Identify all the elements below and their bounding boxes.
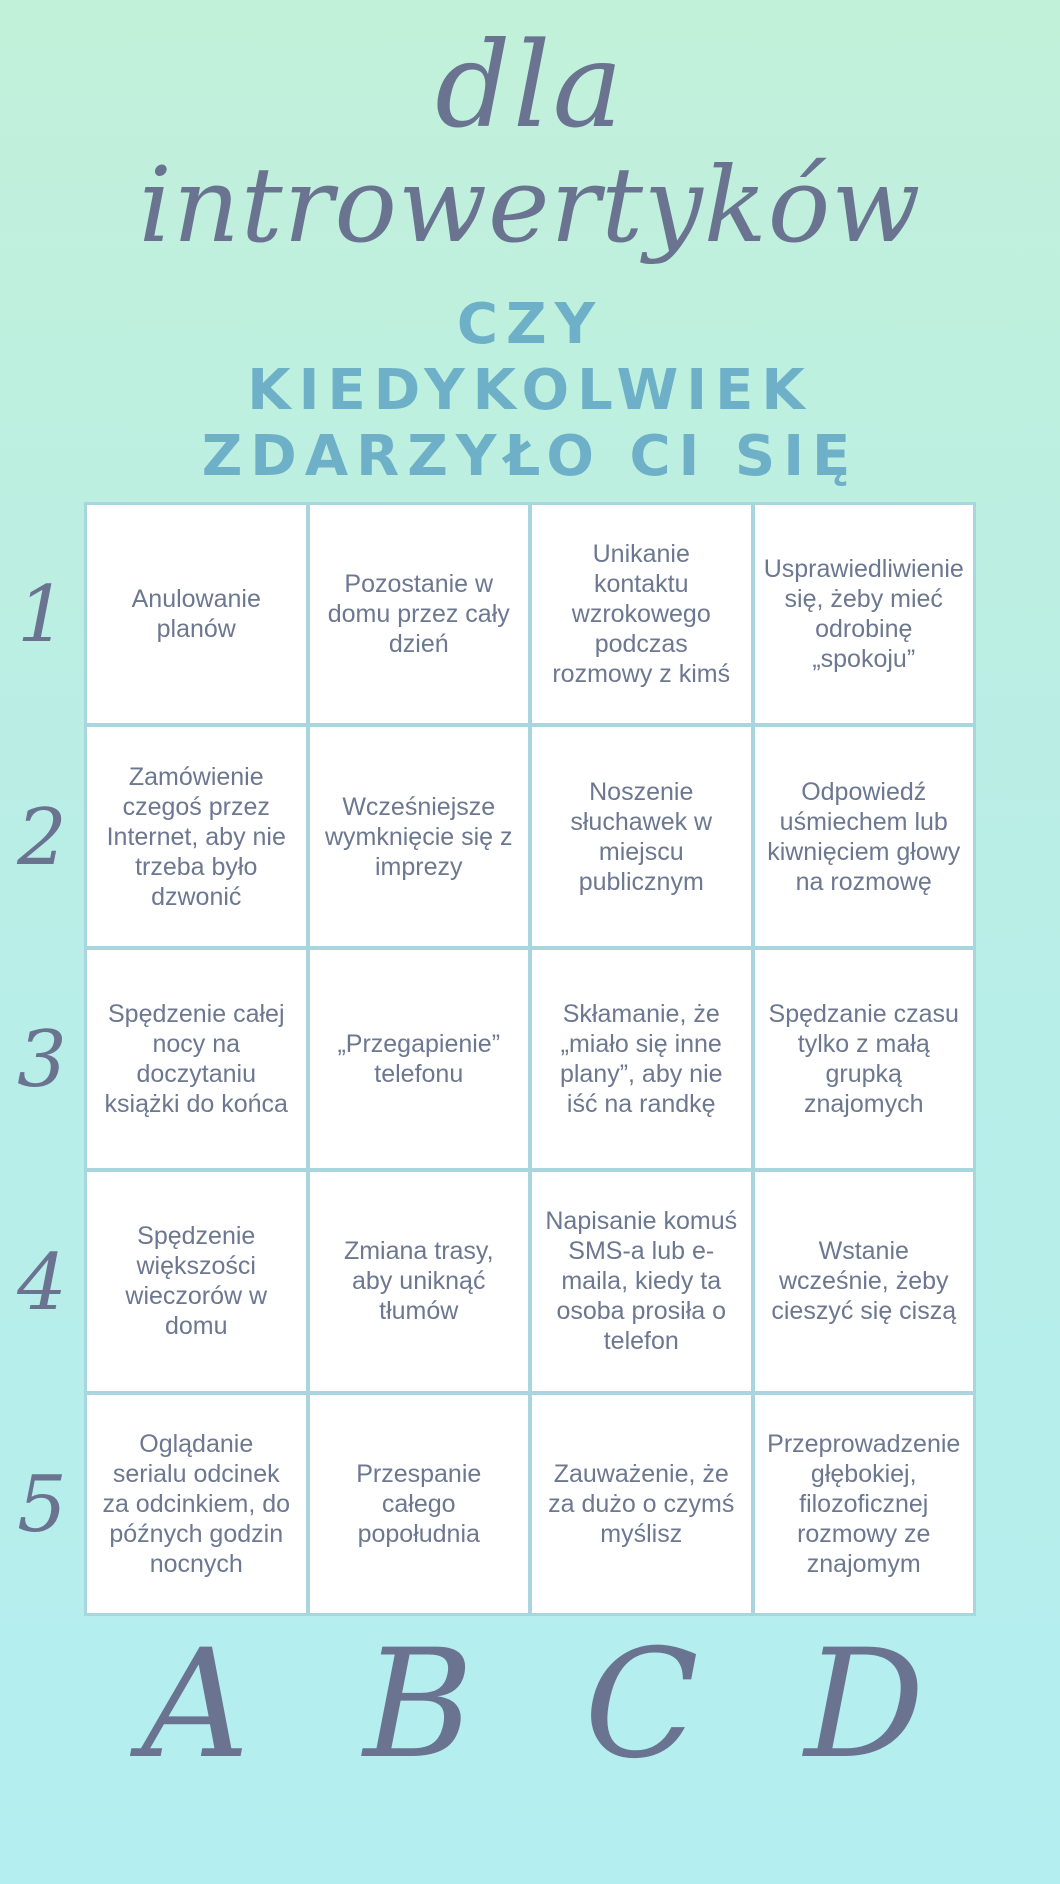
cell-text: Spędzenie większości wieczorów w domu [125,1222,268,1341]
bingo-cell-a4[interactable] [87,1172,306,1390]
cell-text: Spędzenie całej nocy na doczytaniu książki do końca [104,999,288,1118]
title-script-line1: dla [435,16,625,154]
cell-text: „Przegapienie” telefonu [337,1029,501,1088]
row-label-5: 5 [17,1460,67,1550]
bingo-cell-a1[interactable] [87,505,306,723]
row-label-2: 2 [17,793,67,883]
column-label-a: A [141,1618,250,1792]
bingo-cell-c1[interactable] [532,505,751,723]
cell-text: Przeprowadzenie głębokiej, filozoficznej rozmowy ze znajomym [767,1429,961,1578]
cell-text: Noszenie słuchawek w miejscu publicznym [570,777,713,896]
cell-text: Oglądanie serialu odcinek za odcinkiem, do późnych godzin nocnych [102,1429,291,1578]
row-label-1: 1 [17,570,67,660]
bingo-cell-a3[interactable] [87,950,306,1168]
cell-text: Usprawiedliwienie się, żeby mieć odrobinę „spokoju” [763,555,964,674]
cell-text: Anulowanie planów [131,585,261,644]
bingo-cell-b1[interactable] [310,505,529,723]
bingo-grid [84,502,976,1616]
bingo-cell-c5[interactable] [532,1395,751,1613]
bingo-cell-d4[interactable] [755,1172,974,1390]
bingo-cell-a2[interactable] [87,727,306,945]
bingo-cell-d5[interactable] [755,1395,974,1613]
headline-line3: ZDARZYŁO CI SIĘ [201,424,859,489]
column-label-c: C [584,1618,699,1792]
row-label-4: 4 [17,1238,67,1328]
cell-text: Spędzanie czasu tylko z małą grupką znajomych [768,999,959,1118]
cell-text: Wstanie wcześnie, żeby cieszyć się ciszą [771,1237,957,1326]
cell-text: Przespanie całego popołudnia [356,1459,482,1548]
cell-text: Skłamanie, że „miało się inne plany”, aby nie iść na randkę [559,999,723,1118]
row-label-3: 3 [17,1015,67,1105]
bingo-cell-a5[interactable] [87,1395,306,1613]
bingo-cell-d1[interactable] [755,505,974,723]
bingo-cell-c2[interactable] [532,727,751,945]
cell-text: Napisanie komuś SMS-a lub e-maila, kiedy ta osoba prosiła o telefon [545,1207,738,1356]
bingo-cell-b2[interactable] [310,727,529,945]
cell-text: Pozostanie w domu przez cały dzień [327,570,510,659]
bingo-cell-c4[interactable] [532,1172,751,1390]
bingo-cell-b4[interactable] [310,1172,529,1390]
bingo-cell-b5[interactable] [310,1395,529,1613]
headline [0,292,1060,490]
column-label-b: B [363,1618,474,1792]
headline-line1: CZY [456,292,604,357]
cell-text: Zmiana trasy, aby uniknąć tłumów [343,1237,494,1326]
column-label-d: D [804,1618,925,1792]
bingo-cell-d3[interactable] [755,950,974,1168]
cell-text: Unikanie kontaktu wzrokowego podczas rozmowy z kimś [552,540,731,689]
cell-text: Wcześniejsze wymknięcie się z imprezy [324,792,513,881]
bingo-cell-b3[interactable] [310,950,529,1168]
bingo-cell-c3[interactable] [532,950,751,1168]
headline-line2: KIEDYKOLWIEK [247,358,813,423]
title-script-line2: introwertyków [138,144,922,266]
cell-text: Zauważenie, że za dużo o czymś myślisz [548,1459,735,1548]
bingo-cell-d2[interactable] [755,727,974,945]
cell-text: Zamówienie czegoś przez Internet, aby nie trzeba było dzwonić [106,762,286,911]
cell-text: Odpowiedź uśmiechem lub kiwnięciem głowy na rozmowę [767,777,961,896]
